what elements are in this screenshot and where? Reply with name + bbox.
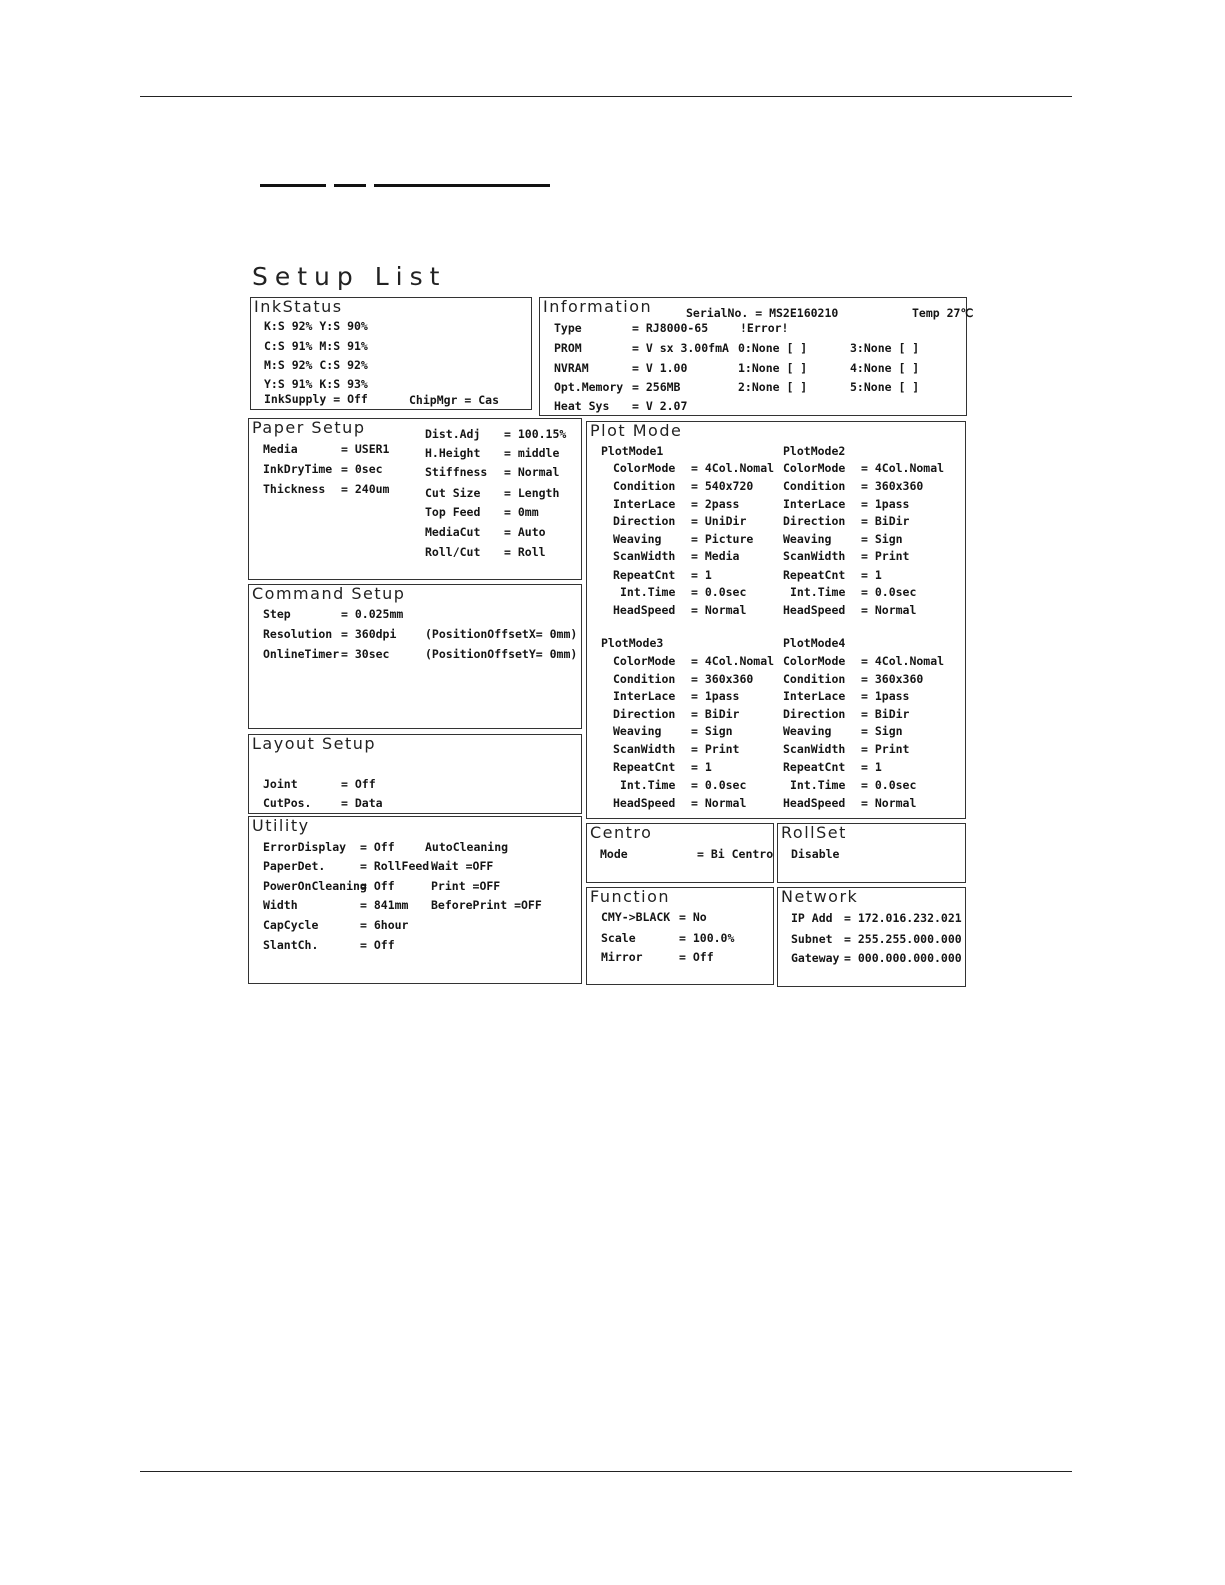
footer-rule [140, 1471, 1072, 1472]
plot-mode-label: ColorMode [783, 461, 846, 475]
plot-mode-label: ScanWidth [783, 549, 846, 563]
utility-value: = RollFeed [360, 859, 430, 873]
plot-mode-name: PlotMode3 [601, 636, 664, 650]
plot-mode-label: ScanWidth [613, 549, 676, 563]
paper-label: Media [263, 442, 298, 456]
centro-title: Centro [590, 823, 653, 842]
function-label: CMY->BLACK [601, 910, 671, 924]
plot-mode-value: = 0.0sec [691, 585, 747, 599]
command-value: = 360dpi [341, 627, 397, 641]
plot-mode-label: Direction [783, 707, 846, 721]
command-value: = 30sec [341, 647, 390, 661]
utility-label: PowerOnCleaning [263, 879, 367, 893]
slot-status: 2:None [ ] [738, 380, 808, 394]
function-label: Scale [601, 931, 636, 945]
utility-value: = 6hour [360, 918, 409, 932]
chip-mgr: ChipMgr = Cas [409, 393, 500, 407]
plot-mode-value: = BiDir [861, 707, 910, 721]
paper-label: InkDryTime [263, 462, 333, 476]
heading-underline-1 [260, 184, 326, 187]
function-value: = 100.0% [679, 931, 735, 945]
paper-label: Roll/Cut [425, 545, 481, 559]
plot-mode-label: ColorMode [613, 461, 676, 475]
plot-mode-value: = 1 [691, 568, 712, 582]
rollset-panel [777, 823, 966, 883]
info-label: Heat Sys [554, 399, 610, 413]
network-value: = 172.016.232.021 [844, 911, 962, 925]
layout-label: CutPos. [263, 796, 312, 810]
command-value: = 0.025mm [341, 607, 404, 621]
slot-status: 4:None [ ] [850, 361, 920, 375]
info-label: Type [554, 321, 582, 335]
plot-mode-label: Condition [613, 672, 676, 686]
paper-value: = Normal [504, 465, 560, 479]
paper-value: = 100.15% [504, 427, 567, 441]
plot-mode-label: InterLace [613, 497, 676, 511]
plot-mode-label: ColorMode [783, 654, 846, 668]
information-title: Information [543, 297, 653, 316]
plot-mode-value: = 0.0sec [861, 778, 917, 792]
network-label: IP Add [791, 911, 833, 925]
plot-mode-value: = BiDir [691, 707, 740, 721]
plot-mode-value: = 360x360 [861, 479, 924, 493]
paper-label: MediaCut [425, 525, 481, 539]
utility-label: ErrorDisplay [263, 840, 347, 854]
plot-mode-value: = Normal [691, 603, 747, 617]
function-value: = No [679, 910, 707, 924]
plot-mode-label: InterLace [783, 689, 846, 703]
utility-value: = 841mm [360, 898, 409, 912]
function-panel [586, 887, 774, 985]
paper-value: = Auto [504, 525, 546, 539]
plot-mode-label: Weaving [783, 532, 832, 546]
plot-mode-value: = Sign [861, 724, 903, 738]
info-value: = V 2.07 [632, 399, 688, 413]
utility-label: CapCycle [263, 918, 319, 932]
serial-number: SerialNo. = MS2E160210 [686, 306, 839, 320]
layout-value: = Data [341, 796, 383, 810]
network-label: Subnet [791, 932, 833, 946]
utility-value: = Off [360, 840, 395, 854]
plot-mode-value: = 0.0sec [861, 585, 917, 599]
info-label: NVRAM [554, 361, 589, 375]
function-label: Mirror [601, 950, 643, 964]
plot-mode-value: = 4Col.Nomal [691, 461, 775, 475]
plot-mode-label: HeadSpeed [783, 603, 846, 617]
plot-mode-value: = 1pass [691, 689, 740, 703]
plot-mode-label: Weaving [783, 724, 832, 738]
command-label: OnlineTimer [263, 647, 340, 661]
paper-value: = 0mm [504, 505, 539, 519]
command-label: Resolution [263, 627, 333, 641]
paper-label: H.Height [425, 446, 481, 460]
command-label: Step [263, 607, 291, 621]
command-setup-panel [248, 584, 582, 729]
ink-supply: InkSupply = Off [264, 392, 368, 406]
function-value: = Off [679, 950, 714, 964]
slot-status: 5:None [ ] [850, 380, 920, 394]
plot-mode-value: = Print [861, 742, 910, 756]
centro-label: Mode [600, 847, 628, 861]
plot-mode-label: Int.Time [620, 585, 676, 599]
plot-mode-value: = Normal [861, 796, 917, 810]
layout-setup-panel [248, 734, 582, 814]
plot-mode-value: = 4Col.Nomal [861, 461, 945, 475]
plot-mode-value: = Sign [861, 532, 903, 546]
utility-title: Utility [252, 816, 310, 835]
ink-line: M:S 92% C:S 92% [264, 358, 368, 372]
plot-mode-value: = 1 [861, 760, 882, 774]
error-indicator: !Error! [740, 321, 789, 335]
plot-mode-panel [586, 421, 966, 819]
plot-mode-label: Condition [783, 479, 846, 493]
info-value: = V 1.00 [632, 361, 688, 375]
plot-mode-label: Condition [783, 672, 846, 686]
info-value: = V sx 3.00fmA [632, 341, 729, 355]
plot-mode-value: = Normal [861, 603, 917, 617]
plot-mode-value: = 4Col.Nomal [861, 654, 945, 668]
network-panel [777, 887, 966, 987]
plot-mode-value: = 540x720 [691, 479, 754, 493]
plot-mode-label: HeadSpeed [613, 796, 676, 810]
plot-mode-label: RepeatCnt [783, 760, 846, 774]
plot-mode-value: = 4Col.Nomal [691, 654, 775, 668]
layout-value: = Off [341, 777, 376, 791]
information-panel [539, 297, 974, 416]
network-label: Gateway [791, 951, 840, 965]
plot-mode-label: RepeatCnt [613, 760, 676, 774]
rollset-title: RollSet [781, 823, 847, 842]
plot-mode-label: HeadSpeed [783, 796, 846, 810]
paper-label: Top Feed [425, 505, 481, 519]
utility-extra: BeforePrint =OFF [431, 898, 542, 912]
slot-status: 0:None [ ] [738, 341, 808, 355]
plot-mode-value: = Normal [691, 796, 747, 810]
layout-label: Joint [263, 777, 298, 791]
plot-mode-name: PlotMode1 [601, 444, 664, 458]
plot-mode-label: ScanWidth [783, 742, 846, 756]
plot-mode-value: = 0.0sec [691, 778, 747, 792]
plot-mode-value: = 1pass [861, 689, 910, 703]
plot-mode-value: = 1 [861, 568, 882, 582]
plot-mode-value: = Print [691, 742, 740, 756]
plot-mode-value: = BiDir [861, 514, 910, 528]
utility-label: Width [263, 898, 298, 912]
paper-value: = Roll [504, 545, 546, 559]
position-offset-y: (PositionOffsetY= 0mm) [425, 647, 578, 661]
page-title: Setup List [252, 262, 447, 291]
plot-mode-value: = 1 [691, 760, 712, 774]
plot-mode-name: PlotMode4 [783, 636, 846, 650]
plot-mode-value: = 2pass [691, 497, 740, 511]
plot-mode-label: Condition [613, 479, 676, 493]
plot-mode-label: ScanWidth [613, 742, 676, 756]
slot-status: 1:None [ ] [738, 361, 808, 375]
info-value: = RJ8000-65 [632, 321, 709, 335]
paper-label: Thickness [263, 482, 326, 496]
utility-value: = Off [360, 879, 395, 893]
plot-mode-value: = 1pass [861, 497, 910, 511]
command-setup-title: Command Setup [252, 584, 406, 603]
network-value: = 255.255.000.000 [844, 932, 962, 946]
function-title: Function [590, 887, 671, 906]
plot-mode-label: HeadSpeed [613, 603, 676, 617]
paper-value: = Length [504, 486, 560, 500]
paper-setup-panel [248, 418, 582, 580]
info-value: = 256MB [632, 380, 681, 394]
plot-mode-value: = Picture [691, 532, 754, 546]
rollset-value: Disable [791, 847, 840, 861]
plot-mode-label: InterLace [783, 497, 846, 511]
utility-extra: Print =OFF [431, 879, 501, 893]
paper-value: = 240um [341, 482, 390, 496]
plot-mode-label: Int.Time [790, 585, 846, 599]
plot-mode-value: = 360x360 [861, 672, 924, 686]
utility-panel [248, 816, 582, 984]
heading-underline-2 [334, 184, 366, 187]
plot-mode-value: = Sign [691, 724, 733, 738]
paper-value: = 0sec [341, 462, 383, 476]
plot-mode-name: PlotMode2 [783, 444, 846, 458]
position-offset-x: (PositionOffsetX= 0mm) [425, 627, 578, 641]
centro-panel [586, 823, 774, 883]
ink-line: K:S 92% Y:S 90% [264, 319, 368, 333]
plot-mode-label: InterLace [613, 689, 676, 703]
temperature: Temp 27℃ [912, 306, 974, 320]
info-label: Opt.Memory [554, 380, 624, 394]
ink-status-title: InkStatus [254, 297, 343, 316]
ink-line: C:S 91% M:S 91% [264, 339, 368, 353]
plot-mode-label: Direction [613, 514, 676, 528]
paper-value: = USER1 [341, 442, 390, 456]
centro-value: = Bi Centro [697, 847, 774, 861]
ink-line: Y:S 91% K:S 93% [264, 377, 368, 391]
utility-label: SlantCh. [263, 938, 319, 952]
plot-mode-value: = Print [861, 549, 910, 563]
header-rule [140, 96, 1072, 97]
plot-mode-value: = 360x360 [691, 672, 754, 686]
plot-mode-title: Plot Mode [590, 421, 683, 440]
slot-status: 3:None [ ] [850, 341, 920, 355]
info-label: PROM [554, 341, 582, 355]
utility-extra: AutoCleaning [425, 840, 509, 854]
ink-status-panel [250, 297, 532, 410]
plot-mode-label: Direction [613, 707, 676, 721]
plot-mode-label: Int.Time [790, 778, 846, 792]
paper-value: = middle [504, 446, 560, 460]
plot-mode-label: Direction [783, 514, 846, 528]
heading-underline-3 [374, 184, 550, 187]
network-value: = 000.000.000.000 [844, 951, 962, 965]
paper-setup-title: Paper Setup [252, 418, 366, 437]
utility-label: PaperDet. [263, 859, 326, 873]
plot-mode-value: = UniDir [691, 514, 747, 528]
plot-mode-label: Int.Time [620, 778, 676, 792]
plot-mode-label: Weaving [613, 724, 662, 738]
plot-mode-label: Weaving [613, 532, 662, 546]
paper-label: Stiffness [425, 465, 488, 479]
plot-mode-label: RepeatCnt [783, 568, 846, 582]
plot-mode-value: = Media [691, 549, 740, 563]
layout-setup-title: Layout Setup [252, 734, 377, 753]
utility-value: = Off [360, 938, 395, 952]
plot-mode-label: ColorMode [613, 654, 676, 668]
utility-extra: Wait =OFF [431, 859, 494, 873]
paper-label: Cut Size [425, 486, 481, 500]
plot-mode-label: RepeatCnt [613, 568, 676, 582]
network-title: Network [781, 887, 859, 906]
paper-label: Dist.Adj [425, 427, 481, 441]
